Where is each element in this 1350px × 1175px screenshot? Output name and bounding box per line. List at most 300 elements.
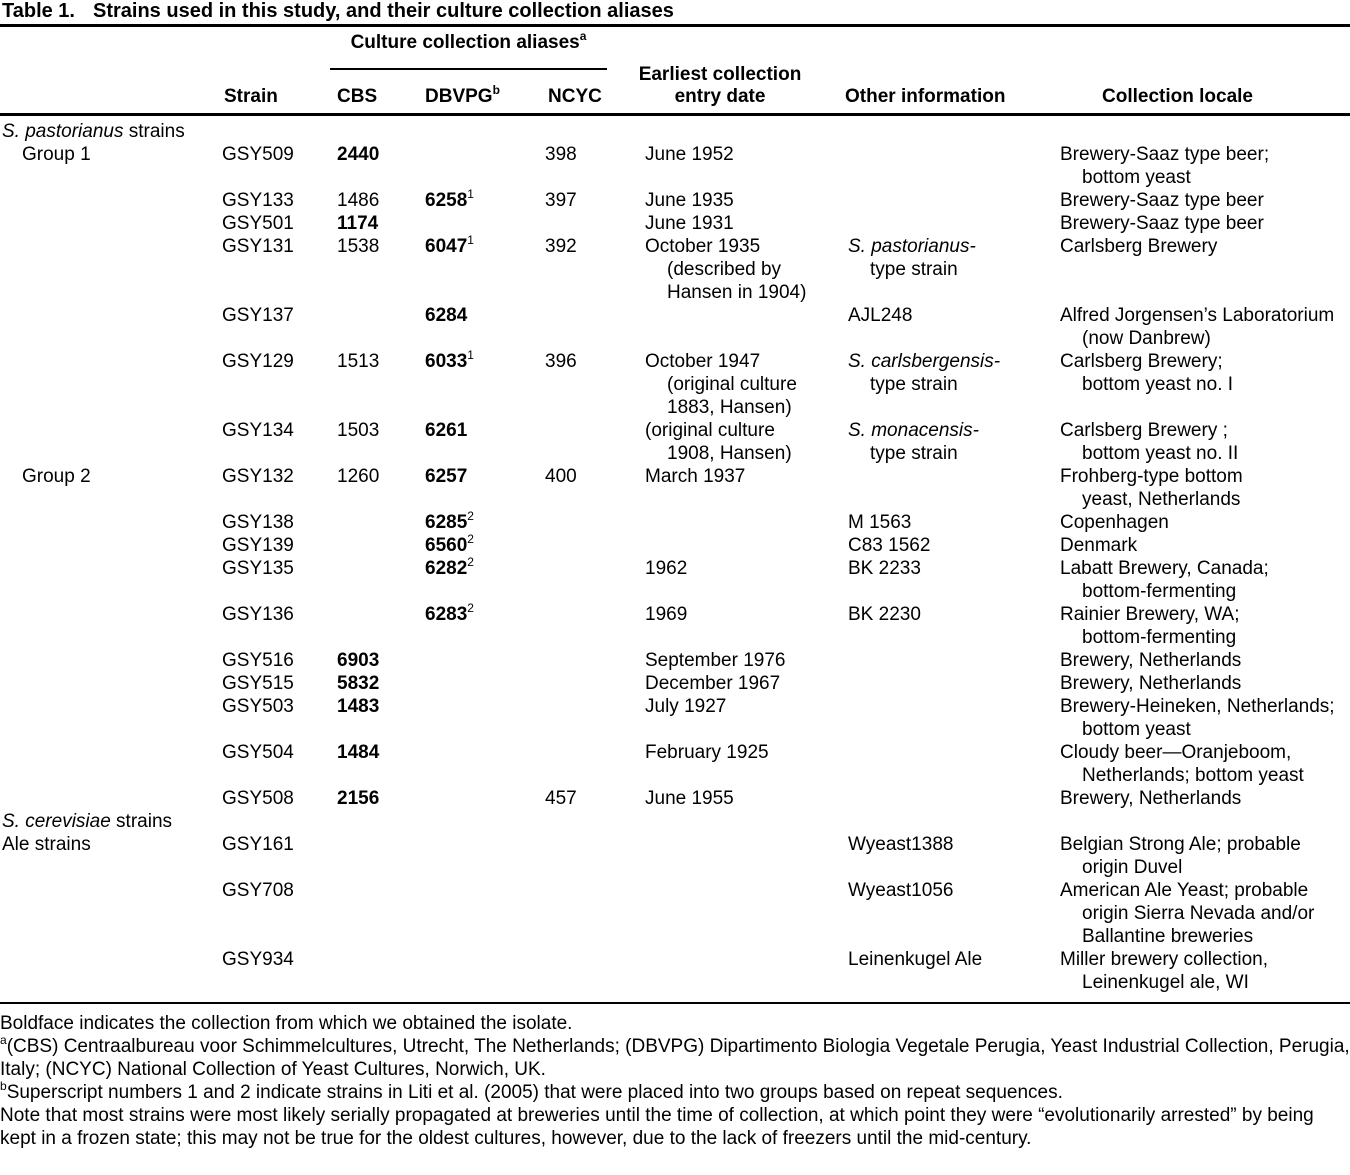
cell-line: June 1955: [645, 788, 734, 809]
cell-ncyc: 392: [545, 236, 577, 257]
liti-group-marker: 2: [467, 600, 474, 615]
cell-line: Ballantine breweries: [1082, 926, 1254, 947]
table-row: [0, 695, 1350, 741]
cell-other: [848, 741, 1060, 787]
cell-locale: [1060, 419, 1350, 465]
cell-date: [645, 511, 848, 534]
cell-ncyc: 400: [545, 466, 577, 487]
entry-date-line1: Earliest collection: [638, 64, 802, 85]
cell-group-label: [0, 879, 222, 948]
table-row: [0, 465, 1350, 511]
cell-ncyc: [545, 511, 645, 534]
cell-other: [848, 672, 1060, 695]
cell-line: Netherlands; bottom yeast: [1082, 765, 1304, 786]
cell-line: June 1952: [645, 144, 734, 165]
cell-other: [848, 833, 1060, 879]
cell-other: [848, 143, 1060, 189]
cbs-value: 1174: [337, 213, 379, 234]
cell-line: 1908, Hansen): [667, 443, 792, 464]
section-label: strains: [123, 121, 185, 142]
dbvpg-value: 6285: [425, 512, 468, 533]
table-row: [0, 600, 1350, 649]
cell-date: [645, 212, 848, 235]
cell-dbvpg: [425, 347, 545, 419]
cell-date: [645, 948, 848, 994]
cell-ncyc: [545, 672, 645, 695]
cbs-value: 1483: [337, 696, 380, 717]
cell-locale: [1060, 879, 1350, 948]
table-row: [0, 879, 1350, 948]
species-name: S. cerevisiae: [2, 811, 111, 832]
cell-line: Rainier Brewery, WA;: [1060, 604, 1240, 625]
cell-group-label: Group 2: [22, 466, 91, 487]
cell-line: Wyeast1056: [848, 880, 954, 901]
cell-date: [645, 741, 848, 787]
cell-locale: [1060, 787, 1350, 810]
table-row: [0, 419, 1350, 465]
cell-other: [848, 534, 1060, 557]
cell-other: [848, 212, 1060, 235]
table-row: [0, 948, 1350, 994]
cell-dbvpg: [425, 695, 545, 741]
cell-strain: GSY515: [222, 673, 294, 694]
cell-group-label: [0, 534, 222, 557]
cell-line: bottom yeast: [1082, 167, 1191, 188]
cell-strain: GSY161: [222, 834, 294, 855]
liti-group-marker: 1: [467, 347, 474, 362]
cell-line: Frohberg-type bottom: [1060, 466, 1243, 487]
cell-line: (now Danbrew): [1082, 328, 1211, 349]
cell-strain: GSY509: [222, 144, 294, 165]
cell-other: [848, 879, 1060, 948]
cell-other: [848, 557, 1060, 603]
cell-date: [645, 465, 848, 511]
cell-dbvpg: [425, 948, 545, 994]
cell-line: yeast, Netherlands: [1082, 489, 1241, 510]
cell-ncyc: [545, 557, 645, 603]
cell-date: [645, 695, 848, 741]
column-header-collection-locale: Collection locale: [1102, 86, 1253, 107]
table-row: [0, 143, 1350, 189]
cell-locale: [1060, 143, 1350, 189]
table-row: [0, 833, 1350, 879]
cell-ncyc: 398: [545, 144, 577, 165]
cell-dbvpg: [425, 600, 545, 649]
cell-line: type strain: [870, 259, 958, 280]
cell-group-label: [0, 948, 222, 994]
cell-locale: [1060, 695, 1350, 741]
cell-line: Brewery-Saaz type beer;: [1060, 144, 1270, 165]
cell-group-label: [0, 741, 222, 787]
cell-group-label: [0, 787, 222, 810]
cell-line: Brewery-Saaz type beer: [1060, 190, 1264, 211]
cell-dbvpg: [425, 787, 545, 810]
cell-cbs: [337, 235, 425, 304]
cell-strain: GSY132: [222, 466, 294, 487]
cell-other: [848, 511, 1060, 534]
cell-other: [848, 695, 1060, 741]
cell-ncyc: [545, 948, 645, 994]
cell-group-label: [0, 189, 222, 212]
cell-group-label: [0, 304, 222, 350]
cell-line: (original culture: [645, 420, 775, 441]
table-caption: [0, 0, 1350, 24]
divider-aliases: [330, 68, 607, 70]
dbvpg-label: DBVPG: [425, 86, 493, 107]
cell-group-label: [0, 649, 222, 672]
cell-date: [645, 649, 848, 672]
cell-date: [645, 143, 848, 189]
cell-group-label: Group 1: [22, 144, 91, 165]
cell-strain: GSY131: [222, 236, 294, 257]
cbs-value: 2156: [337, 788, 380, 809]
cell-ncyc: [545, 879, 645, 948]
cell-other: [848, 603, 1060, 649]
cell-line: 1969: [645, 604, 688, 625]
cell-date: [645, 350, 848, 419]
cell-line: BK 2233: [848, 558, 921, 579]
cell-line: 1883, Hansen): [667, 397, 792, 418]
cell-date: [645, 419, 848, 465]
aliases-label: Culture collection aliases: [350, 32, 580, 53]
cell-line: Carlsberg Brewery ;: [1060, 420, 1228, 441]
liti-group-marker: 2: [467, 531, 474, 546]
cell-ncyc: [545, 695, 645, 741]
cell-line: bottom yeast no. I: [1082, 374, 1234, 395]
cell-line: December 1967: [645, 673, 781, 694]
cbs-value: 2440: [337, 144, 380, 165]
cell-other: [848, 419, 1060, 465]
cell-date: [645, 787, 848, 810]
table-row: [0, 186, 1350, 212]
table-row: [0, 212, 1350, 235]
cell-dbvpg: [425, 879, 545, 948]
footnote-marker-b: b: [492, 82, 500, 97]
cell-line: bottom-fermenting: [1082, 627, 1237, 648]
cell-line: Carlsberg Brewery: [1060, 236, 1218, 257]
cell-group-label: [0, 212, 222, 235]
cell-strain: GSY516: [222, 650, 294, 671]
cell-line: Brewery, Netherlands: [1060, 673, 1242, 694]
cell-other: [848, 235, 1060, 304]
table-number: Table 1.: [2, 0, 75, 22]
cell-locale: [1060, 212, 1350, 235]
cell-dbvpg: [425, 232, 545, 304]
cell-other: [848, 304, 1060, 350]
cell-cbs: [337, 948, 425, 994]
cell-date: [645, 534, 848, 557]
dbvpg-value: 6258: [425, 190, 468, 211]
footnote: Boldface indicates the collection from which we obtained the isolate.: [0, 1013, 573, 1034]
column-header-dbvpg: [425, 82, 500, 108]
cell-cbs: [337, 695, 425, 741]
cell-locale: [1060, 557, 1350, 603]
cell-line: June 1931: [645, 213, 734, 234]
cell-line: origin Duvel: [1082, 857, 1183, 878]
table-row: [0, 347, 1350, 419]
cbs-value: 1538: [337, 236, 380, 257]
cell-line: type strain: [870, 374, 958, 395]
cell-cbs: [337, 143, 425, 189]
cell-locale: [1060, 189, 1350, 212]
section-label: strains: [110, 811, 173, 832]
cell-line: Brewery, Netherlands: [1060, 788, 1242, 809]
footnote-marker-a: a: [579, 28, 587, 43]
table-row: [0, 508, 1350, 534]
cell-strain: GSY708: [222, 880, 294, 901]
cell-dbvpg: [425, 212, 545, 235]
cell-cbs: [337, 557, 425, 603]
cell-line: BK 2230: [848, 604, 921, 625]
dbvpg-value: 6283: [425, 604, 468, 625]
dbvpg-value: 6257: [425, 466, 468, 487]
cell-dbvpg: [425, 531, 545, 557]
cell-line: October 1947: [645, 351, 761, 372]
cell-strain: GSY136: [222, 604, 294, 625]
cell-ncyc: 396: [545, 351, 577, 372]
cell-cbs: [337, 304, 425, 350]
cell-line: 1962: [645, 558, 688, 579]
cell-line: Brewery-Saaz type beer: [1060, 213, 1264, 234]
cell-line: Brewery, Netherlands: [1060, 650, 1242, 671]
cell-strain: GSY138: [222, 512, 294, 533]
cell-strain: GSY137: [222, 305, 294, 326]
cell-line: July 1927: [645, 696, 727, 717]
cell-cbs: [337, 741, 425, 787]
cell-locale: [1060, 350, 1350, 419]
dbvpg-value: 6560: [425, 535, 468, 556]
cell-locale: [1060, 465, 1350, 511]
table-row: [0, 741, 1350, 787]
cell-date: [645, 833, 848, 879]
cell-line: Cloudy beer—Oranjeboom,: [1060, 742, 1292, 763]
liti-group-marker: 1: [467, 186, 474, 201]
cell-strain: GSY139: [222, 535, 294, 556]
column-header-other-information: Other information: [845, 86, 1006, 107]
cell-line: S. carlsbergensis-: [848, 351, 1001, 372]
cell-line: March 1937: [645, 466, 746, 487]
cell-line: September 1976: [645, 650, 786, 671]
cell-date: [645, 189, 848, 212]
footnote: Note that most strains were most likely serially propagated at breweries until the time of collection, at which point they were “evolutionarily arrested” by being kept in a frozen state; this may not be true for the oldest cultures, however, due to the lack of freezers until the mid-century.: [0, 1105, 1314, 1149]
cell-strain: GSY135: [222, 558, 294, 579]
cell-dbvpg: [425, 465, 545, 511]
cell-line: Brewery-Heineken, Netherlands;: [1060, 696, 1335, 717]
cell-other: [848, 189, 1060, 212]
cell-line: Wyeast1388: [848, 834, 954, 855]
cell-cbs: [337, 833, 425, 879]
cell-strain: GSY134: [222, 420, 294, 441]
cell-other: [848, 948, 1060, 994]
cell-dbvpg: [425, 304, 545, 350]
column-group-header-aliases: [330, 28, 607, 54]
cell-cbs: [337, 465, 425, 511]
cell-ncyc: [545, 833, 645, 879]
dbvpg-value: 6261: [425, 420, 468, 441]
cbs-value: 1486: [337, 190, 380, 211]
cell-group-label: [0, 672, 222, 695]
cell-line: Copenhagen: [1060, 512, 1169, 533]
footnote: $^b$Superscript numbers 1 and 2 indicate strains in Liti et al. (2005) that were placed into two groups based on repeat sequences.: [0, 1078, 1063, 1103]
cell-dbvpg: [425, 833, 545, 879]
cell-line: Denmark: [1060, 535, 1138, 556]
cell-line: American Ale Yeast; probable: [1060, 880, 1309, 901]
cell-cbs: [337, 534, 425, 557]
cell-cbs: [337, 787, 425, 810]
section-header-row: [0, 810, 1350, 833]
cell-dbvpg: [425, 554, 545, 603]
cell-date: [645, 235, 848, 304]
cell-locale: [1060, 672, 1350, 695]
species-name: S. pastorianus: [2, 121, 124, 142]
cell-cbs: [337, 212, 425, 235]
liti-group-marker: 1: [467, 232, 474, 247]
dbvpg-value: 6284: [425, 305, 468, 326]
table-row: [0, 649, 1350, 672]
cell-locale: [1060, 511, 1350, 534]
cell-cbs: [337, 511, 425, 534]
table-row: [0, 554, 1350, 603]
cell-group-label: [0, 350, 222, 419]
entry-date-line2: entry date: [674, 86, 766, 107]
cell-locale: [1060, 235, 1350, 304]
cell-ncyc: [545, 649, 645, 672]
cell-date: [645, 672, 848, 695]
cell-strain: GSY508: [222, 788, 294, 809]
cell-dbvpg: [425, 186, 545, 212]
cell-ncyc: 397: [545, 190, 577, 211]
cell-dbvpg: [425, 419, 545, 465]
cell-locale: [1060, 304, 1350, 350]
cell-dbvpg: [425, 649, 545, 672]
table-footnotes: [0, 1004, 1350, 1150]
cell-ncyc: [545, 304, 645, 350]
cell-line: Miller brewery collection,: [1060, 949, 1269, 970]
cell-group-label: Ale strains: [2, 834, 91, 855]
cell-strain: GSY133: [222, 190, 294, 211]
footnote-marker: b: [0, 1078, 7, 1093]
table-header: [0, 27, 1350, 113]
table-row: [0, 304, 1350, 350]
cell-locale: [1060, 948, 1350, 994]
cell-line: Leinenkugel Ale: [848, 949, 983, 970]
cell-line: (described by: [667, 259, 782, 280]
cell-cbs: [337, 350, 425, 419]
cell-ncyc: 457: [545, 788, 577, 809]
cell-line: bottom yeast: [1082, 719, 1191, 740]
cell-group-label: [0, 235, 222, 304]
cell-line: February 1925: [645, 742, 769, 763]
dbvpg-value: 6033: [425, 351, 468, 372]
cell-dbvpg: [425, 508, 545, 534]
cell-date: [645, 603, 848, 649]
cell-date: [645, 879, 848, 948]
cell-group-label: [0, 603, 222, 649]
table-body: [0, 116, 1350, 994]
cell-other: [848, 649, 1060, 672]
cell-line: bottom-fermenting: [1082, 581, 1237, 602]
cbs-value: 1513: [337, 351, 380, 372]
cbs-value: 5832: [337, 673, 380, 694]
table-row: [0, 787, 1350, 810]
cell-line: S. pastorianus-: [848, 236, 976, 257]
cell-line: M 1563: [848, 512, 912, 533]
cell-strain: GSY504: [222, 742, 294, 763]
cell-line: Belgian Strong Ale; probable: [1060, 834, 1301, 855]
cell-ncyc: [545, 603, 645, 649]
cell-date: [645, 304, 848, 350]
cell-strain: GSY934: [222, 949, 294, 970]
cell-line: C83 1562: [848, 535, 931, 556]
cell-line: AJL248: [848, 305, 913, 326]
footnote-marker: a: [0, 1032, 7, 1047]
cbs-value: 1260: [337, 466, 380, 487]
cell-group-label: [0, 419, 222, 465]
column-header-entry-date: [625, 64, 815, 108]
column-header-strain: Strain: [224, 86, 278, 107]
cell-ncyc: [545, 741, 645, 787]
section-header-row: [0, 120, 1350, 143]
cell-line: Hansen in 1904): [667, 282, 807, 303]
cell-locale: [1060, 534, 1350, 557]
cell-strain: GSY129: [222, 351, 294, 372]
cell-locale: [1060, 603, 1350, 649]
cbs-value: 1484: [337, 742, 380, 763]
column-header-ncyc: NCYC: [548, 86, 602, 107]
cell-other: [848, 787, 1060, 810]
table-row: [0, 672, 1350, 695]
cell-line: June 1935: [645, 190, 734, 211]
liti-group-marker: 2: [467, 554, 474, 569]
cell-cbs: [337, 419, 425, 465]
cell-line: bottom yeast no. II: [1082, 443, 1239, 464]
cbs-value: 6903: [337, 650, 380, 671]
table-title-text: Strains used in this study, and their culture collection aliases: [93, 0, 674, 22]
cell-strain: GSY501: [222, 213, 294, 234]
cell-dbvpg: [425, 143, 545, 189]
footnote: $^a$(CBS) Centraalbureau voor Schimmelcultures, Utrecht, The Netherlands; (DBVPG) Dipartimento Biologia Vegetale Perugia, Yeast Industrial Collection, Perugia, Italy; (NCYC) National Collection of Yeast Cultures, Norwich, UK.: [0, 1032, 1350, 1080]
cell-dbvpg: [425, 672, 545, 695]
cell-line: (original culture: [667, 374, 797, 395]
cell-cbs: [337, 189, 425, 212]
cell-line: October 1935: [645, 236, 761, 257]
cell-cbs: [337, 879, 425, 948]
cell-cbs: [337, 672, 425, 695]
cell-line: type strain: [870, 443, 958, 464]
cell-group-label: [0, 557, 222, 603]
cell-cbs: [337, 649, 425, 672]
column-header-cbs: CBS: [337, 86, 378, 107]
dbvpg-value: 6282: [425, 558, 468, 579]
cell-locale: [1060, 741, 1350, 787]
cell-date: [645, 557, 848, 603]
dbvpg-value: 6047: [425, 236, 468, 257]
cell-locale: [1060, 833, 1350, 879]
cell-group-label: [0, 511, 222, 534]
table-row: [0, 531, 1350, 557]
cell-dbvpg: [425, 741, 545, 787]
cell-group-label: [0, 695, 222, 741]
cell-strain: GSY503: [222, 696, 294, 717]
cell-cbs: [337, 603, 425, 649]
cell-ncyc: [545, 212, 645, 235]
cell-locale: [1060, 649, 1350, 672]
cell-other: [848, 350, 1060, 419]
liti-group-marker: 2: [467, 508, 474, 523]
cell-line: Carlsberg Brewery;: [1060, 351, 1223, 372]
cell-line: Leinenkugel ale, WI: [1082, 972, 1249, 993]
cell-line: Alfred Jorgensen’s Laboratorium: [1060, 305, 1335, 326]
